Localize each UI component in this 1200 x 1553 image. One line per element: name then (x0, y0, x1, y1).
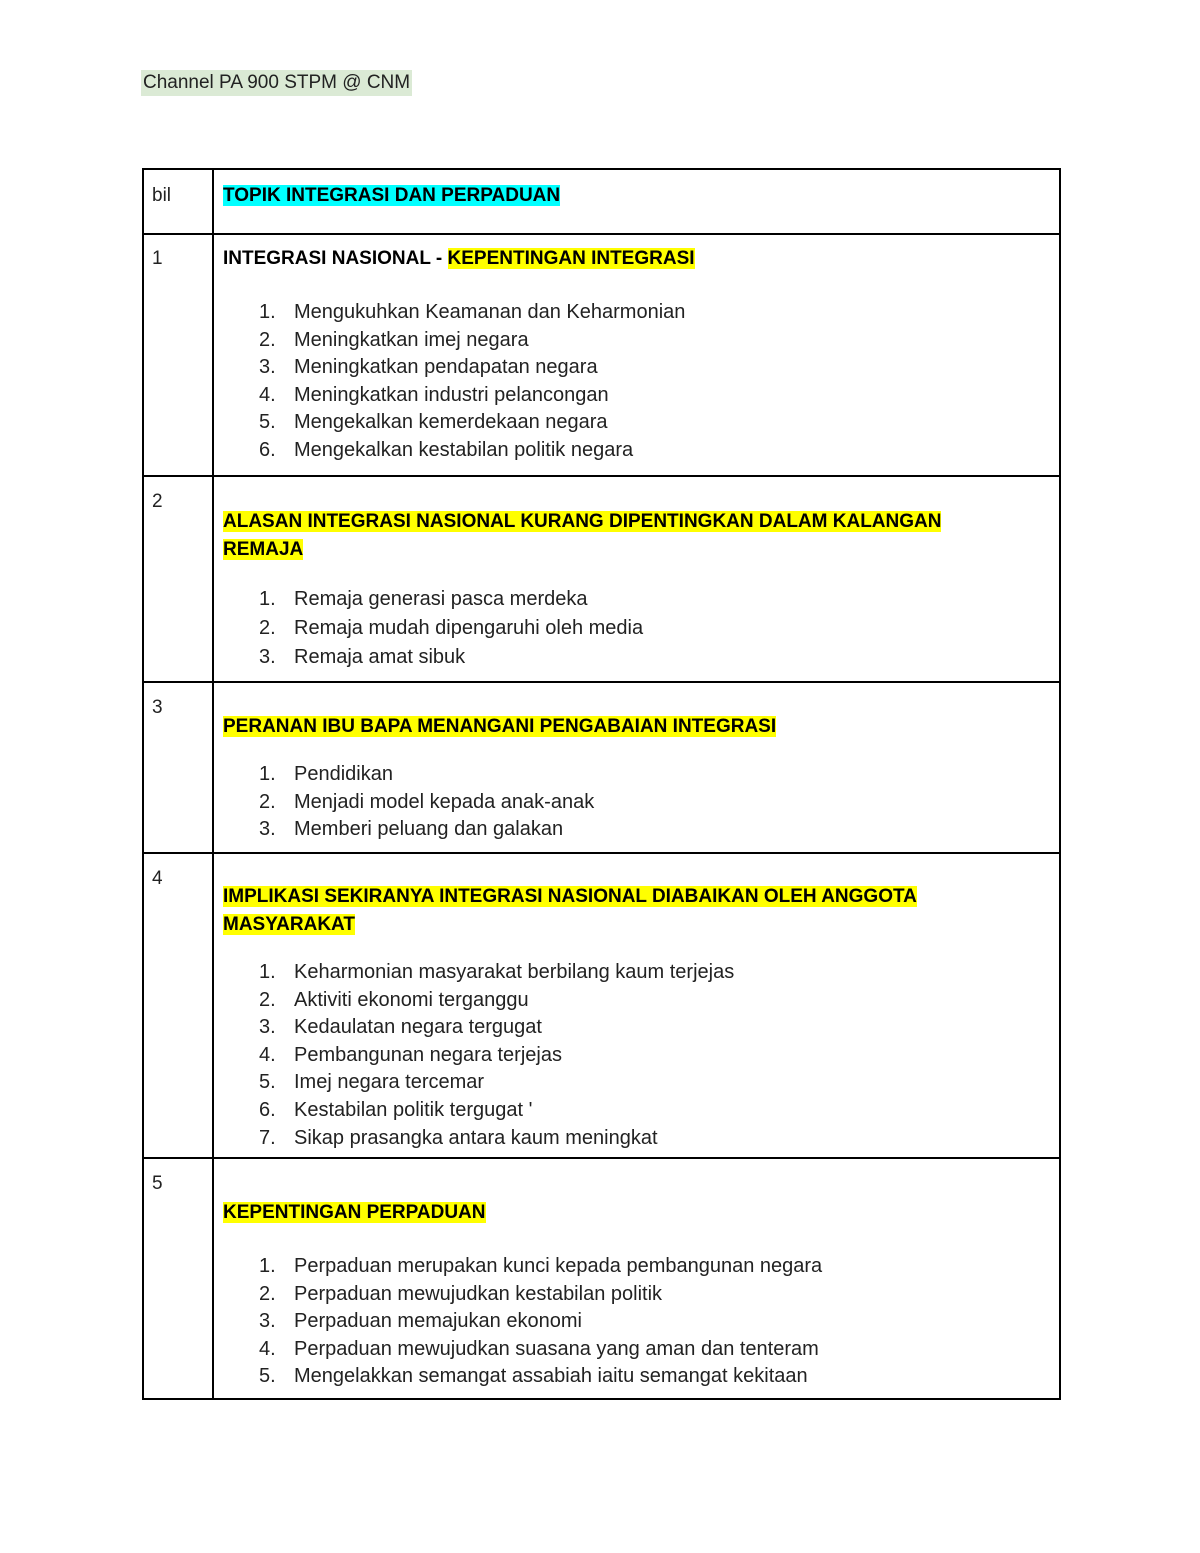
section-title (223, 245, 1049, 273)
row-content (213, 853, 1060, 1158)
list-item: 3. Perpaduan memajukan ekonomi (259, 1310, 582, 1333)
table-row (143, 1158, 1060, 1399)
item-list (223, 959, 1049, 1152)
list-item: 1. Remaja generasi pasca merdeka (259, 588, 588, 610)
document-header: Channel PA 900 STPM @ CNM (141, 70, 412, 96)
section-title (223, 508, 1049, 564)
list-item: 5. Mengekalkan kemerdekaan negara (259, 411, 608, 434)
row-content (213, 476, 1060, 682)
item-list (223, 761, 1049, 844)
section-title-highlight: KEPENTINGAN INTEGRASI (447, 248, 695, 269)
section-title-plain: INTEGRASI NASIONAL - (223, 248, 448, 269)
list-item: 4. Pembangunan negara terjejas (259, 1043, 562, 1066)
table-row (143, 234, 1060, 476)
table-header-row (143, 169, 1060, 234)
row-content (213, 1158, 1060, 1399)
section-title: KEPENTINGAN PERPADUAN (223, 1202, 486, 1223)
section-title-line2: MASYARAKAT (223, 914, 355, 935)
list-item: 1. Keharmonian masyarakat berbilang kaum terjejas (259, 961, 735, 983)
list-item: 2. Aktiviti ekonomi terganggu (259, 988, 529, 1011)
section-title (223, 883, 1049, 939)
table-row (143, 682, 1060, 853)
row-content (213, 682, 1060, 853)
column-header-topic (213, 169, 1060, 234)
list-item: 6. Kestabilan politik tergugat ' (259, 1098, 533, 1121)
list-item: 1. Perpaduan merupakan kunci kepada pembangunan negara (259, 1255, 823, 1277)
row-content (213, 234, 1060, 476)
row-number: 3 (143, 682, 213, 853)
list-item: 6. Mengekalkan kestabilan politik negara (259, 438, 634, 461)
topic-table (142, 168, 1061, 1400)
topic-heading: TOPIK INTEGRASI DAN PERPADUAN (223, 185, 561, 206)
section-title: PERANAN IBU BAPA MENANGANI PENGABAIAN INTEGRASI (223, 716, 777, 737)
item-list (223, 585, 1049, 672)
list-item: 4. Meningkatkan industri pelancongan (259, 383, 609, 406)
list-item: 2. Perpaduan mewujudkan kestabilan politik (259, 1282, 663, 1305)
column-header-bil: bil (143, 169, 213, 234)
list-item: 3. Meningkatkan pendapatan negara (259, 356, 598, 379)
list-item: 2. Meningkatkan imej negara (259, 328, 529, 351)
list-item: 1. Pendidikan (259, 763, 393, 785)
list-item: 1. Mengukuhkan Keamanan dan Keharmonian (259, 301, 686, 323)
row-number: 4 (143, 853, 213, 1158)
list-item: 3. Remaja amat sibuk (259, 646, 466, 668)
section-title-line1: ALASAN INTEGRASI NASIONAL KURANG DIPENTINGKAN DALAM KALANGAN (223, 511, 942, 532)
table-row (143, 476, 1060, 682)
list-item: 3. Memberi peluang dan galakan (259, 818, 564, 841)
row-number: 2 (143, 476, 213, 682)
section-title-line2: REMAJA (223, 539, 304, 560)
section-title-line1: IMPLIKASI SEKIRANYA INTEGRASI NASIONAL DIABAIKAN OLEH ANGGOTA (223, 886, 917, 907)
list-item: 3. Kedaulatan negara tergugat (259, 1016, 542, 1039)
table-row (143, 853, 1060, 1158)
list-item: 2. Menjadi model kepada anak-anak (259, 790, 595, 813)
list-item: 4. Perpaduan mewujudkan suasana yang aman dan tenteram (259, 1337, 819, 1360)
row-number: 5 (143, 1158, 213, 1399)
list-item: 5. Imej negara tercemar (259, 1071, 485, 1094)
list-item: 5. Mengelakkan semangat assabiah iaitu semangat kekitaan (259, 1365, 808, 1388)
item-list (223, 1253, 1049, 1391)
row-number: 1 (143, 234, 213, 476)
item-list (223, 299, 1049, 465)
list-item: 2. Remaja mudah dipengaruhi oleh media (259, 617, 644, 639)
list-item: 7. Sikap prasangka antara kaum meningkat (259, 1126, 658, 1149)
